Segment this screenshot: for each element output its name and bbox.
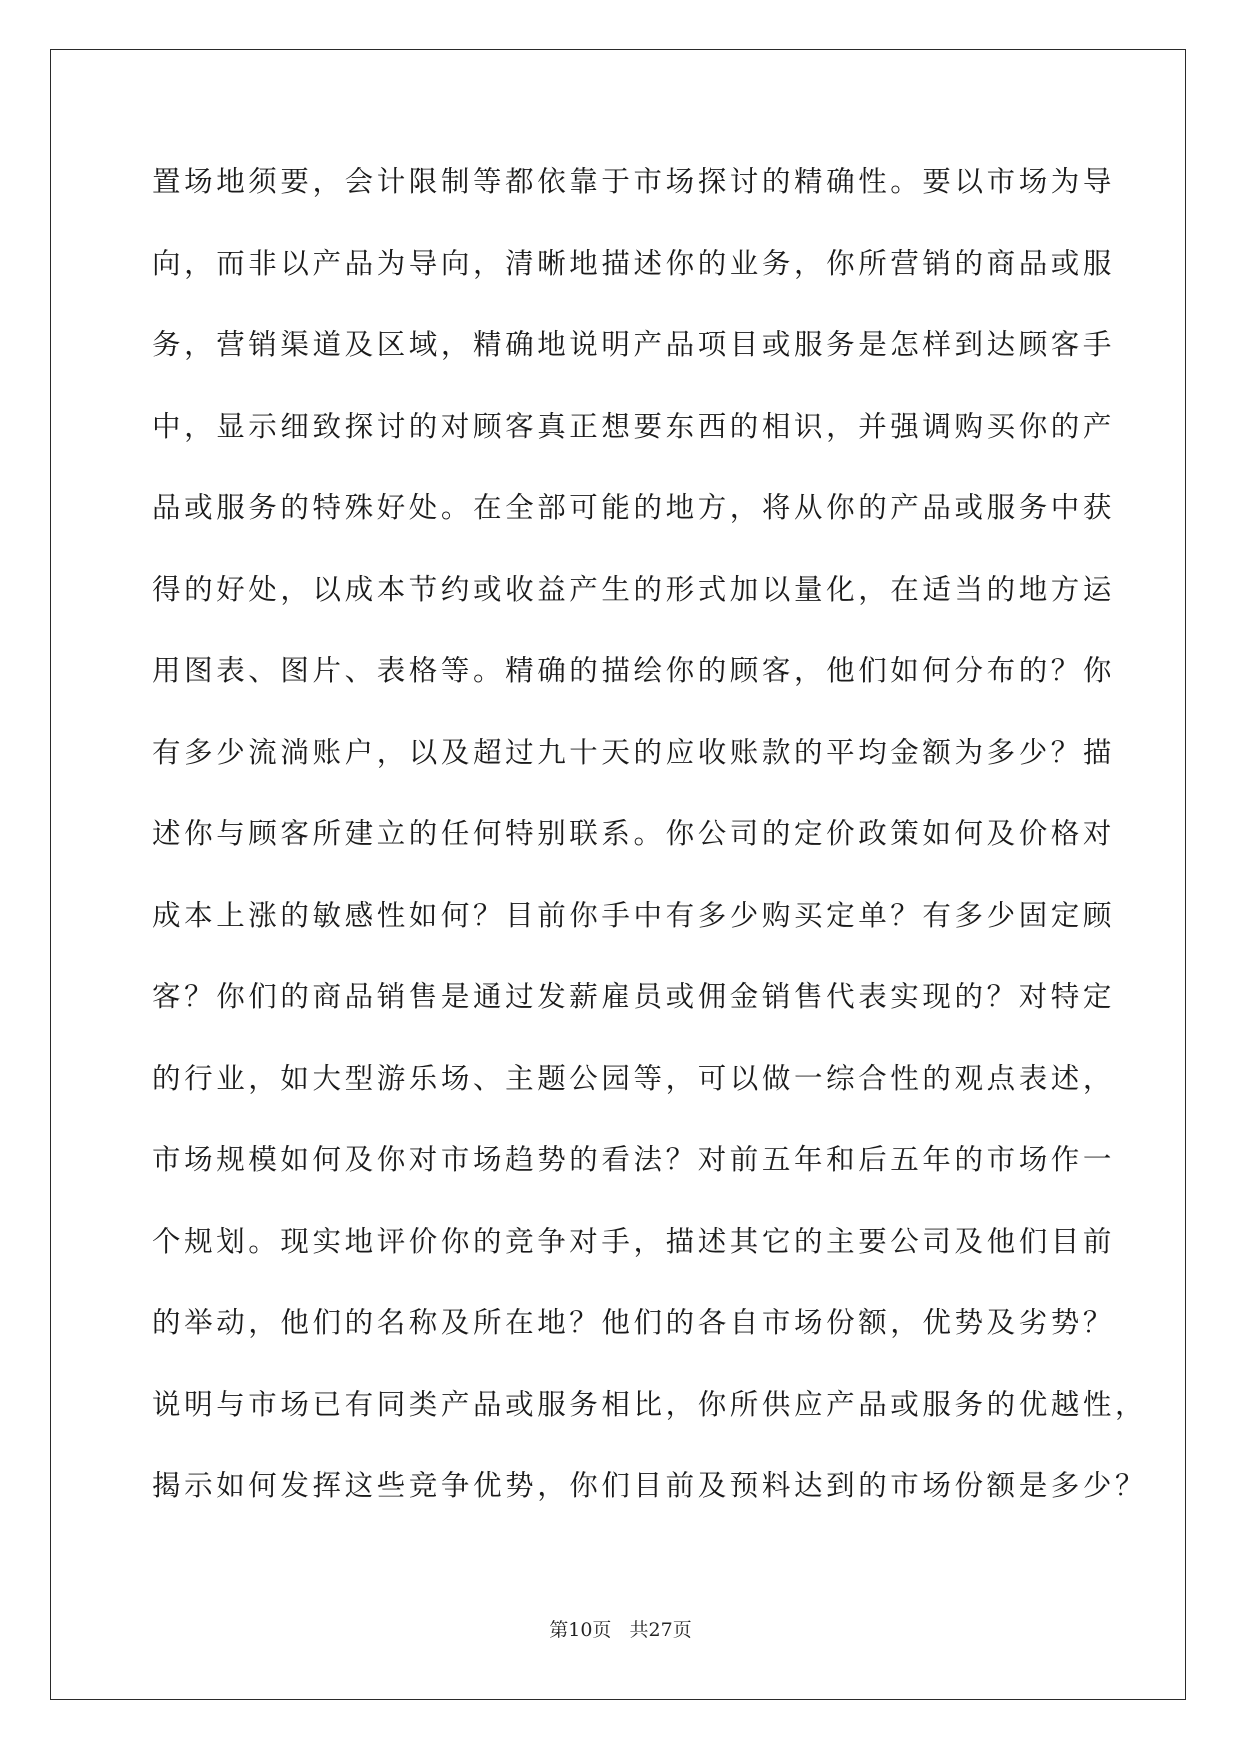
text-line-17: 揭示如何发挥这些竞争优势，你们目前及预料达到的市场份额是多少？ — [152, 1469, 1148, 1502]
text-line-10: 成本上涨的敏感性如何？目前你手中有多少购买定单？有多少固定顾 — [152, 898, 1116, 932]
text-line-6: 得的好处，以成本节约或收益产生的形式加以量化，在适当的地方运 — [152, 572, 1116, 606]
text-line-14: 个规划。现实地评价你的竞争对手，描述其它的主要公司及他们目前 — [152, 1224, 1116, 1258]
text-line-8: 有多少流淌账户，以及超过九十天的应收账款的平均金额为多少？描 — [152, 735, 1116, 769]
text-line-3: 务，营销渠道及区域，精确地说明产品项目或服务是怎样到达顾客手 — [152, 328, 1116, 361]
text-line-13: 市场规模如何及你对市场趋势的看法？对前五年和后五年的市场作一 — [152, 1143, 1116, 1176]
page-number-footer: 第10页 共27页 — [549, 1619, 692, 1641]
text-line-11: 客？你们的商品销售是通过发薪雇员或佣金销售代表实现的？对特定 — [152, 980, 1116, 1013]
text-line-9: 述你与顾客所建立的任何特别联系。你公司的定价政策如何及价格对 — [152, 817, 1116, 850]
text-line-15: 的举动，他们的名称及所在地？他们的各自市场份额，优势及劣势？ — [152, 1306, 1116, 1339]
text-line-5: 品或服务的特殊好处。在全部可能的地方，将从你的产品或服务中获 — [152, 491, 1116, 524]
text-line-16: 说明与市场已有同类产品或服务相比，你所供应产品或服务的优越性， — [152, 1387, 1148, 1421]
text-line-12: 的行业，如大型游乐场、主题公园等，可以做一综合性的观点表述， — [152, 1061, 1116, 1095]
text-line-7: 用图表、图片、表格等。精确的描绘你的顾客，他们如何分布的？你 — [152, 654, 1116, 687]
text-line-2: 向，而非以产品为导向，清晰地描述你的业务，你所营销的商品或服 — [152, 246, 1116, 280]
text-line-1: 置场地须要，会计限制等都依靠于市场探讨的精确性。要以市场为导 — [152, 165, 1116, 198]
body-text — [152, 157, 1148, 1543]
text-line-4: 中，显示细致探讨的对顾客真正想要东西的相识，并强调购买你的产 — [152, 409, 1116, 443]
